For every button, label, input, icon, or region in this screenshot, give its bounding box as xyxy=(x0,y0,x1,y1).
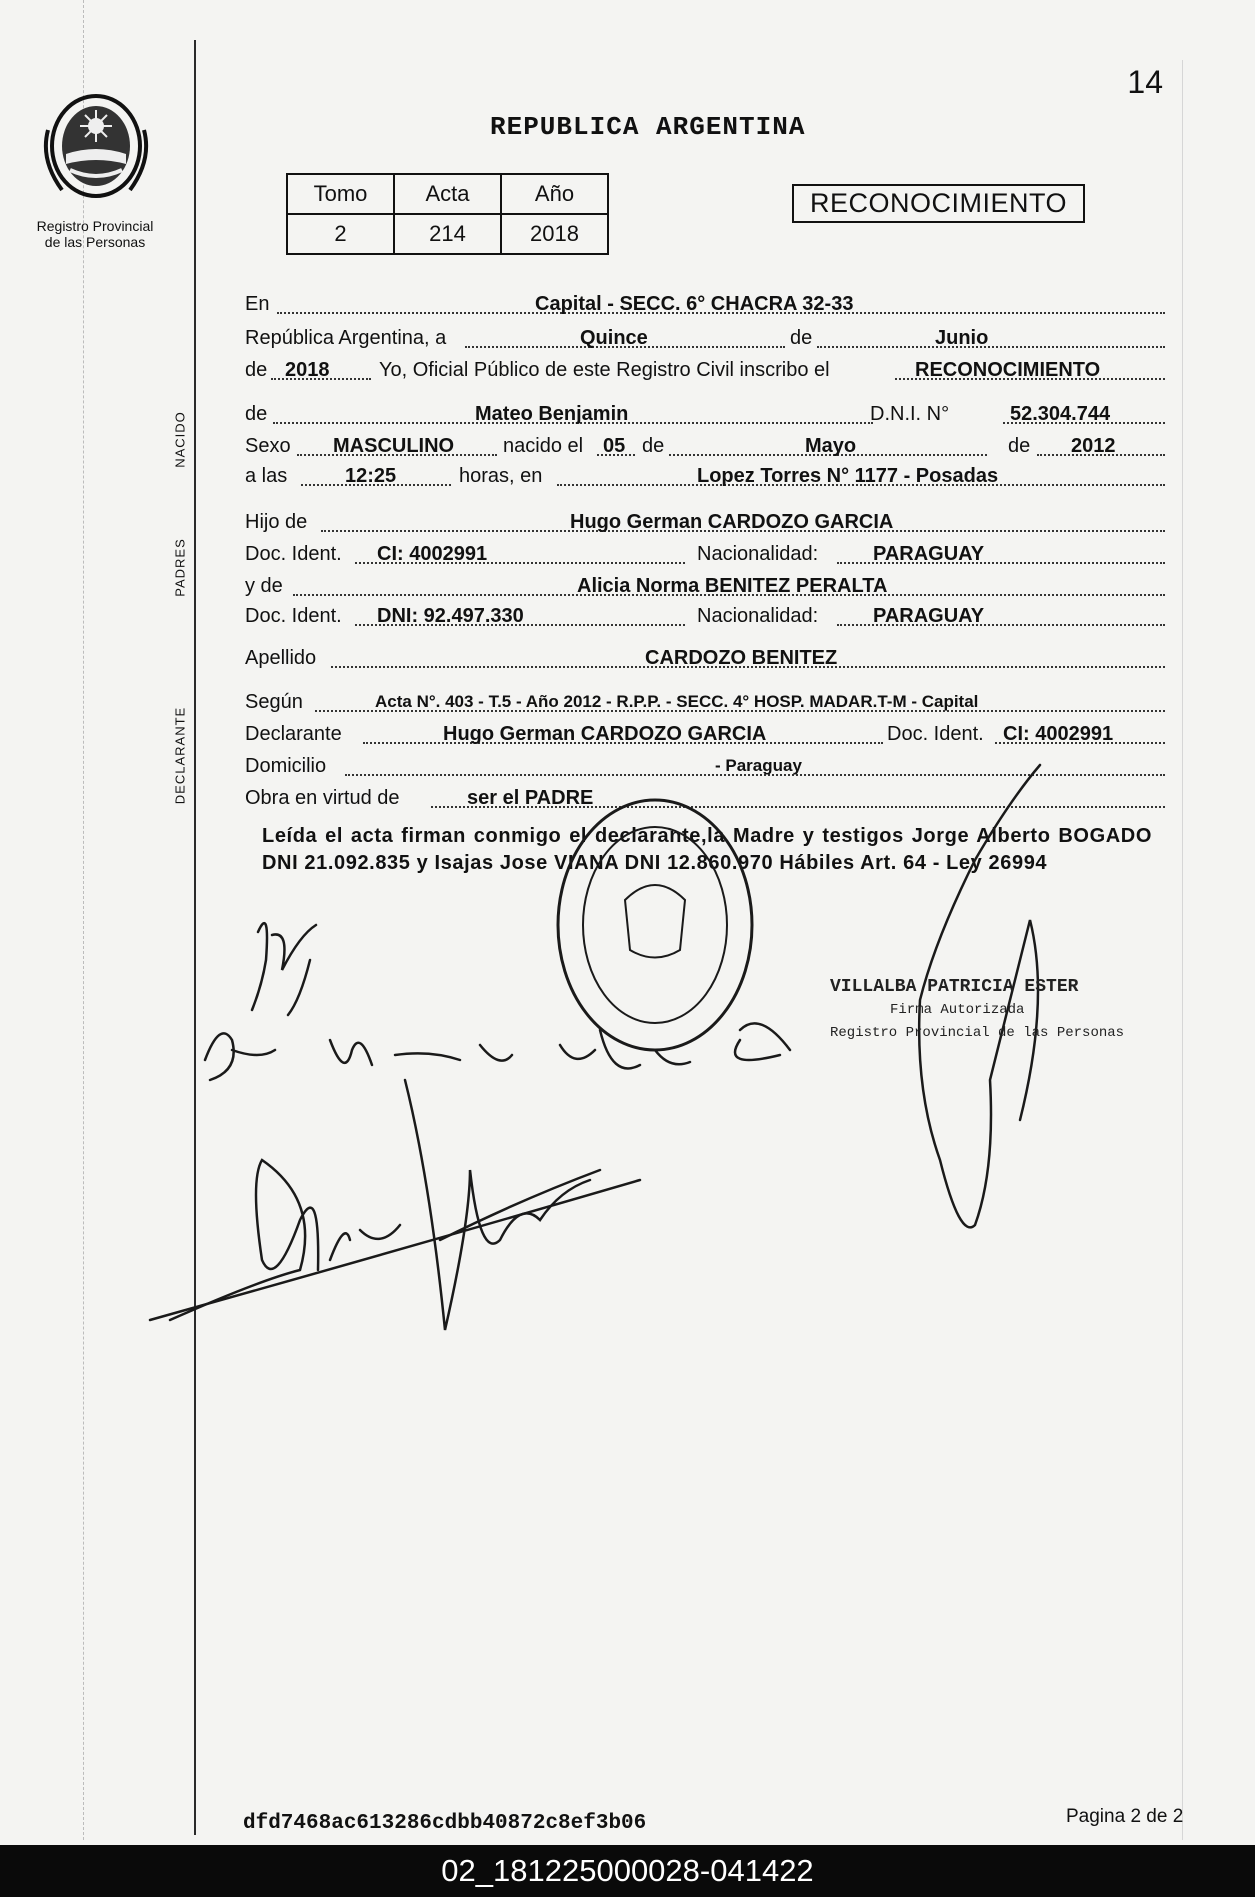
document-hash: dfd7468ac613286cdbb40872c8ef3b06 xyxy=(243,1812,647,1835)
official-org: Registro Provincial de las Personas xyxy=(830,1025,1125,1041)
form-row-name xyxy=(245,398,1165,430)
registry-label-line2: de las Personas xyxy=(44,234,146,250)
document-title: REPUBLICA ARGENTINA xyxy=(490,112,806,142)
child-name: Mateo Benjamin xyxy=(475,403,629,425)
label: Apellido xyxy=(245,647,317,669)
scan-id-bar: 02_181225000028-041422 xyxy=(0,1845,1255,1897)
label: de xyxy=(245,359,268,381)
label: Yo, Oficial Público de este Registro Civil inscribo el xyxy=(379,359,830,381)
label: Doc. Ident. xyxy=(245,605,342,627)
page-edge xyxy=(1182,60,1183,1840)
label: y de xyxy=(245,575,283,597)
form-row-mother-doc xyxy=(245,600,1165,632)
place-value: Capital - SECC. 6° CHACRA 32-33 xyxy=(535,293,854,315)
form-row-obra xyxy=(245,782,1165,814)
birth-place: Lopez Torres N° 1177 - Posadas xyxy=(697,465,999,487)
official-name: VILLALBA PATRICIA ESTER xyxy=(830,977,1079,997)
mother-name: Alicia Norma BENITEZ PERALTA xyxy=(577,575,888,597)
form-row-sex xyxy=(245,430,1165,462)
page-number: 14 xyxy=(1127,64,1163,100)
acta-value: 214 xyxy=(394,214,501,254)
form-row-domicilio xyxy=(245,750,1165,782)
child-dni: 52.304.744 xyxy=(1010,403,1111,425)
label: Nacionalidad: xyxy=(697,543,819,565)
label: Declarante xyxy=(245,723,342,745)
birth-month: Mayo xyxy=(805,435,857,457)
father-name: Hugo German CARDOZO GARCIA xyxy=(570,511,894,533)
official-block xyxy=(830,976,1124,1045)
ano-header: Año xyxy=(501,174,608,214)
label: Doc. Ident. xyxy=(245,543,342,565)
surname-value: CARDOZO BENITEZ xyxy=(645,647,838,669)
label: Sexo xyxy=(245,435,291,457)
margin-line xyxy=(194,40,196,1835)
form-row-father-doc xyxy=(245,538,1165,570)
inscribe-value: RECONOCIMIENTO xyxy=(915,359,1101,381)
fold-line xyxy=(83,0,85,1840)
label: a las xyxy=(245,465,288,487)
label: de xyxy=(790,327,813,349)
label: República Argentina, a xyxy=(245,327,447,349)
form-row-year xyxy=(245,354,1165,386)
label: de xyxy=(642,435,665,457)
form-row-mother xyxy=(245,570,1165,602)
record-table xyxy=(286,173,609,255)
form-row-surname xyxy=(245,642,1165,674)
day-value: Quince xyxy=(580,327,648,349)
label: Doc. Ident. xyxy=(887,723,984,745)
label: En xyxy=(245,293,270,315)
provincial-emblem-icon xyxy=(40,90,152,202)
ano-value: 2018 xyxy=(501,214,608,254)
closing-paragraph: Leída el acta firman conmigo el declarante,la Madre y testigos Jorge Alberto BOGADO DNI 21.092.835 y Isajas Jose VIANA DNI 12.860.970 Hábiles Art. 64 - Ley 26994 xyxy=(262,825,1152,874)
father-nationality: PARAGUAY xyxy=(873,543,985,565)
section-declarante: DECLARANTE xyxy=(172,706,188,805)
birth-day: 05 xyxy=(603,435,626,457)
declarant-doc: CI: 4002991 xyxy=(1003,723,1114,745)
mother-nationality: PARAGUAY xyxy=(873,605,985,627)
label: horas, en xyxy=(459,465,543,487)
label: Obra en virtud de xyxy=(245,787,400,809)
act-type-box: RECONOCIMIENTO xyxy=(792,184,1085,223)
registry-label xyxy=(10,218,180,250)
dotted-line xyxy=(817,346,1165,348)
official-role: Firma Autorizada xyxy=(890,1002,1025,1018)
year-value: 2018 xyxy=(285,359,330,381)
father-doc: CI: 4002991 xyxy=(377,543,488,565)
form-row-date xyxy=(245,322,1165,354)
acta-header: Acta xyxy=(394,174,501,214)
label: D.N.I. N° xyxy=(870,403,950,425)
form-row-place xyxy=(245,288,1165,320)
segun-value: Acta N°. 403 - T.5 - Año 2012 - R.P.P. - SECC. 4° HOSP. MADAR.T-M - Capital xyxy=(375,692,979,711)
mother-doc: DNI: 92.497.330 xyxy=(377,605,524,627)
label: de xyxy=(1008,435,1031,457)
month-value: Junio xyxy=(935,327,989,349)
label: Domicilio xyxy=(245,755,327,777)
label: Según xyxy=(245,691,303,713)
obra-value: ser el PADRE xyxy=(467,787,594,809)
form-row-hour xyxy=(245,460,1165,492)
section-padres: PADRES xyxy=(172,538,188,597)
label: de xyxy=(245,403,268,425)
form-row-father xyxy=(245,506,1165,538)
label: Nacionalidad: xyxy=(697,605,819,627)
form-row-declarante xyxy=(245,718,1165,750)
tomo-header: Tomo xyxy=(287,174,394,214)
registry-label-line1: Registro Provincial xyxy=(36,218,154,234)
form-row-segun xyxy=(245,686,1165,718)
birth-hour: 12:25 xyxy=(345,465,397,487)
birth-year: 2012 xyxy=(1071,435,1116,457)
section-nacido: NACIDO xyxy=(172,411,188,468)
page-indicator: Pagina 2 de 2 xyxy=(1066,1806,1184,1827)
label: Hijo de xyxy=(245,511,308,533)
tomo-value: 2 xyxy=(287,214,394,254)
declarant-name: Hugo German CARDOZO GARCIA xyxy=(443,723,767,745)
domicilio-value: - Paraguay xyxy=(715,756,802,775)
label: nacido el xyxy=(503,435,584,457)
sex-value: MASCULINO xyxy=(333,435,455,457)
